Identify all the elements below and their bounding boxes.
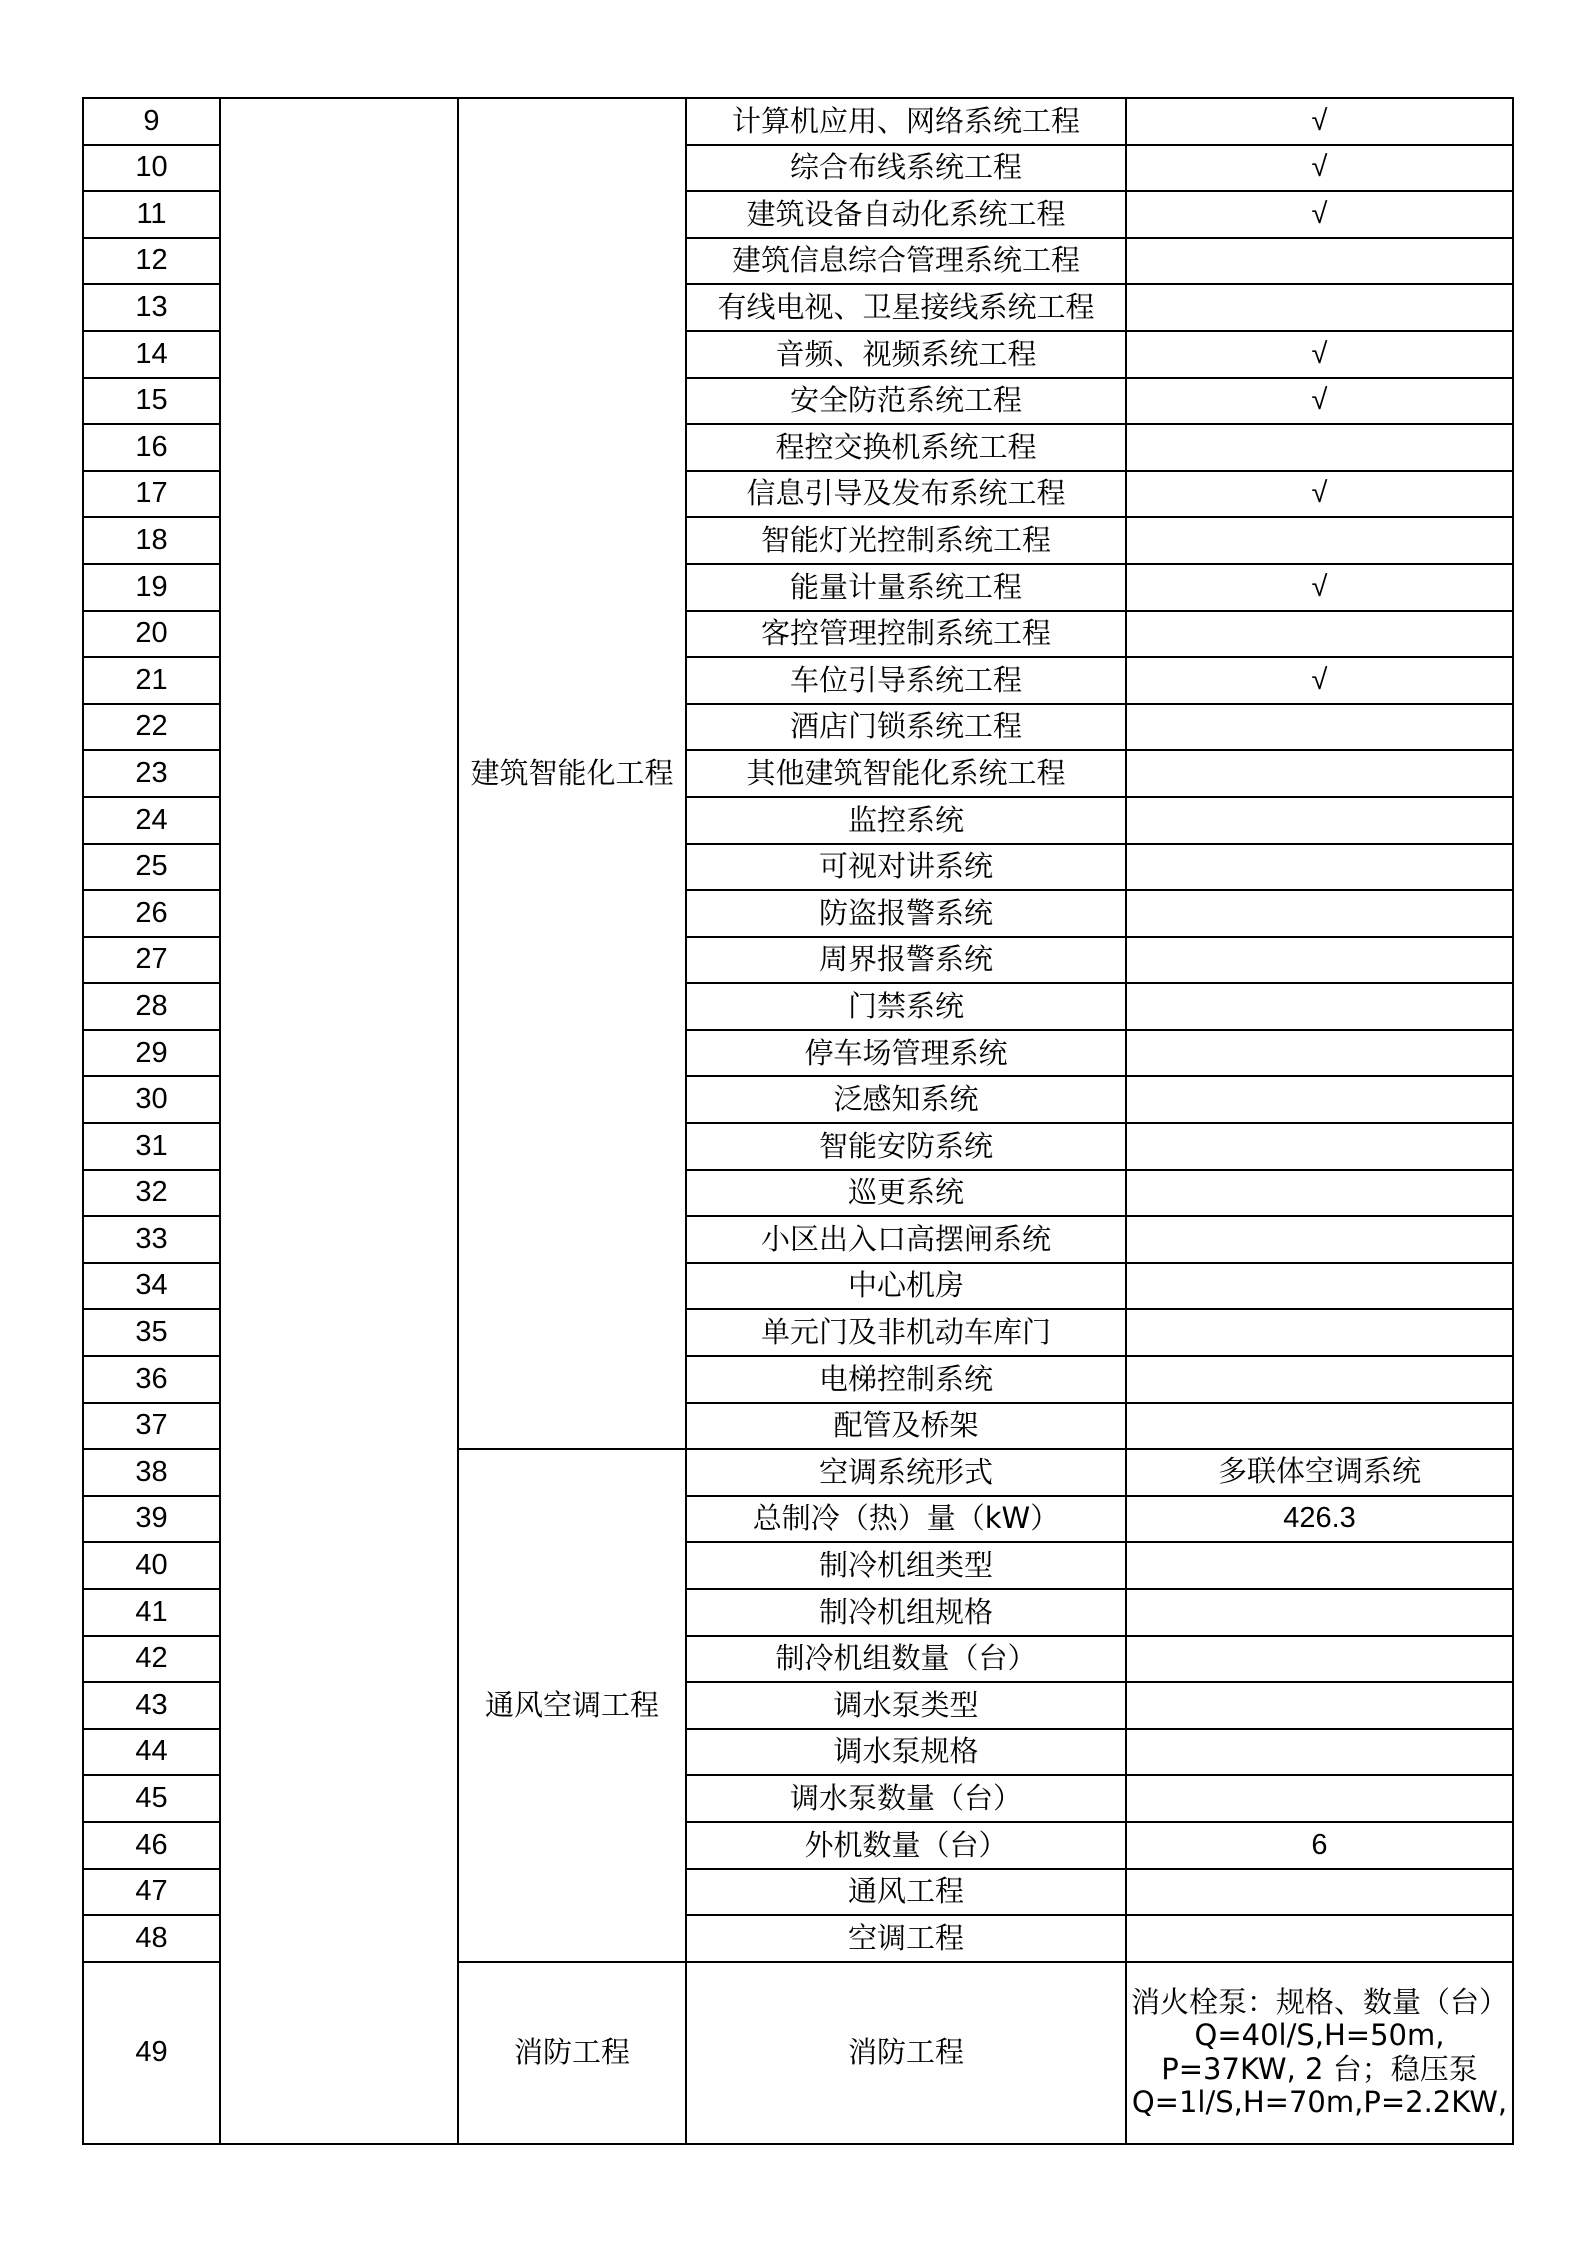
item-value: √	[1126, 331, 1513, 378]
row-number: 37	[83, 1403, 220, 1450]
item-name: 小区出入口高摆闸系统	[686, 1216, 1126, 1263]
row-number: 40	[83, 1542, 220, 1589]
item-value	[1126, 424, 1513, 471]
row-number: 28	[83, 983, 220, 1030]
item-name: 配管及桥架	[686, 1403, 1126, 1450]
item-value	[1126, 704, 1513, 751]
row-number: 29	[83, 1030, 220, 1077]
row-number: 35	[83, 1309, 220, 1356]
item-name: 停车场管理系统	[686, 1030, 1126, 1077]
item-name: 泛感知系统	[686, 1076, 1126, 1123]
item-value: √	[1126, 564, 1513, 611]
row-number: 48	[83, 1915, 220, 1962]
row-number: 46	[83, 1822, 220, 1869]
item-name: 监控系统	[686, 797, 1126, 844]
item-value	[1126, 1775, 1513, 1822]
row-number: 23	[83, 750, 220, 797]
item-name: 能量计量系统工程	[686, 564, 1126, 611]
category-intelligent-building: 建筑智能化工程	[458, 98, 686, 1449]
row-number: 10	[83, 145, 220, 192]
item-name: 安全防范系统工程	[686, 378, 1126, 425]
item-name: 建筑信息综合管理系统工程	[686, 238, 1126, 285]
item-name: 信息引导及发布系统工程	[686, 471, 1126, 518]
item-name: 其他建筑智能化系统工程	[686, 750, 1126, 797]
row-number: 41	[83, 1589, 220, 1636]
item-value	[1126, 1030, 1513, 1077]
item-name: 调水泵类型	[686, 1682, 1126, 1729]
item-name: 有线电视、卫星接线系统工程	[686, 284, 1126, 331]
item-name: 电梯控制系统	[686, 1356, 1126, 1403]
item-value: √	[1126, 145, 1513, 192]
row-number: 43	[83, 1682, 220, 1729]
row-number: 21	[83, 657, 220, 704]
item-name: 可视对讲系统	[686, 844, 1126, 891]
row-number: 34	[83, 1263, 220, 1310]
row-number: 13	[83, 284, 220, 331]
item-name: 制冷机组规格	[686, 1589, 1126, 1636]
item-name: 智能安防系统	[686, 1123, 1126, 1170]
item-value	[1126, 1309, 1513, 1356]
item-name: 周界报警系统	[686, 937, 1126, 984]
item-value	[1126, 937, 1513, 984]
item-name: 防盗报警系统	[686, 890, 1126, 937]
item-value	[1126, 1123, 1513, 1170]
item-name: 调水泵数量（台）	[686, 1775, 1126, 1822]
row-number: 39	[83, 1496, 220, 1543]
category-fire-protection: 消防工程	[458, 1962, 686, 2144]
item-value	[1126, 844, 1513, 891]
item-value	[1126, 1589, 1513, 1636]
item-name: 总制冷（热）量（kW）	[686, 1496, 1126, 1543]
item-name: 综合布线系统工程	[686, 145, 1126, 192]
item-value: √	[1126, 191, 1513, 238]
item-name: 单元门及非机动车库门	[686, 1309, 1126, 1356]
item-value	[1126, 1263, 1513, 1310]
row-number: 45	[83, 1775, 220, 1822]
row-number: 44	[83, 1729, 220, 1776]
item-name: 客控管理控制系统工程	[686, 611, 1126, 658]
item-value: √	[1126, 378, 1513, 425]
item-value	[1126, 1869, 1513, 1916]
row-number: 19	[83, 564, 220, 611]
item-value: 多联体空调系统	[1126, 1449, 1513, 1496]
row-number: 36	[83, 1356, 220, 1403]
row-number: 22	[83, 704, 220, 751]
item-value	[1126, 238, 1513, 285]
item-name: 中心机房	[686, 1263, 1126, 1310]
item-name: 制冷机组数量（台）	[686, 1636, 1126, 1683]
row-number: 16	[83, 424, 220, 471]
item-value: 426.3	[1126, 1496, 1513, 1543]
item-value: √	[1126, 98, 1513, 145]
item-value	[1126, 1542, 1513, 1589]
item-value	[1126, 1729, 1513, 1776]
item-name: 通风工程	[686, 1869, 1126, 1916]
row-number: 25	[83, 844, 220, 891]
spec-table	[82, 97, 1514, 2145]
row-number: 27	[83, 937, 220, 984]
row-number: 17	[83, 471, 220, 518]
item-name: 巡更系统	[686, 1170, 1126, 1217]
row-number: 42	[83, 1636, 220, 1683]
item-name: 空调系统形式	[686, 1449, 1126, 1496]
row-number: 9	[83, 98, 220, 145]
item-value	[1126, 1170, 1513, 1217]
row-number: 30	[83, 1076, 220, 1123]
row-number: 14	[83, 331, 220, 378]
row-number: 11	[83, 191, 220, 238]
item-name: 车位引导系统工程	[686, 657, 1126, 704]
item-value: 6	[1126, 1822, 1513, 1869]
category-hvac: 通风空调工程	[458, 1449, 686, 1962]
item-value: 消火栓泵：规格、数量（台）Q=40l/S,H=50m, P=37KW, 2 台；稳压泵 Q=1l/S,H=70m,P=2.2KW,	[1126, 1962, 1513, 2144]
item-value: √	[1126, 471, 1513, 518]
item-value	[1126, 1076, 1513, 1123]
row-number: 15	[83, 378, 220, 425]
row-number: 18	[83, 517, 220, 564]
table-row	[83, 98, 1513, 145]
row-number: 49	[83, 1962, 220, 2144]
item-value	[1126, 611, 1513, 658]
row-number: 31	[83, 1123, 220, 1170]
item-value	[1126, 1682, 1513, 1729]
row-number: 47	[83, 1869, 220, 1916]
row-number: 20	[83, 611, 220, 658]
item-name: 音频、视频系统工程	[686, 331, 1126, 378]
item-name: 空调工程	[686, 1915, 1126, 1962]
item-value	[1126, 1636, 1513, 1683]
row-number: 12	[83, 238, 220, 285]
item-value	[1126, 797, 1513, 844]
item-name: 调水泵规格	[686, 1729, 1126, 1776]
row-number: 33	[83, 1216, 220, 1263]
item-value: √	[1126, 657, 1513, 704]
item-name: 制冷机组类型	[686, 1542, 1126, 1589]
item-value	[1126, 517, 1513, 564]
row-number: 32	[83, 1170, 220, 1217]
item-name: 外机数量（台）	[686, 1822, 1126, 1869]
row-number: 24	[83, 797, 220, 844]
item-name: 计算机应用、网络系统工程	[686, 98, 1126, 145]
row-number: 26	[83, 890, 220, 937]
item-value	[1126, 983, 1513, 1030]
item-name: 门禁系统	[686, 983, 1126, 1030]
item-value	[1126, 1216, 1513, 1263]
item-name: 建筑设备自动化系统工程	[686, 191, 1126, 238]
item-value	[1126, 284, 1513, 331]
item-value	[1126, 750, 1513, 797]
item-name: 酒店门锁系统工程	[686, 704, 1126, 751]
item-value	[1126, 1915, 1513, 1962]
item-value	[1126, 890, 1513, 937]
blank-column-cell	[220, 98, 458, 2144]
item-name: 程控交换机系统工程	[686, 424, 1126, 471]
item-value	[1126, 1356, 1513, 1403]
item-name: 消防工程	[686, 1962, 1126, 2144]
item-name: 智能灯光控制系统工程	[686, 517, 1126, 564]
item-value	[1126, 1403, 1513, 1450]
row-number: 38	[83, 1449, 220, 1496]
